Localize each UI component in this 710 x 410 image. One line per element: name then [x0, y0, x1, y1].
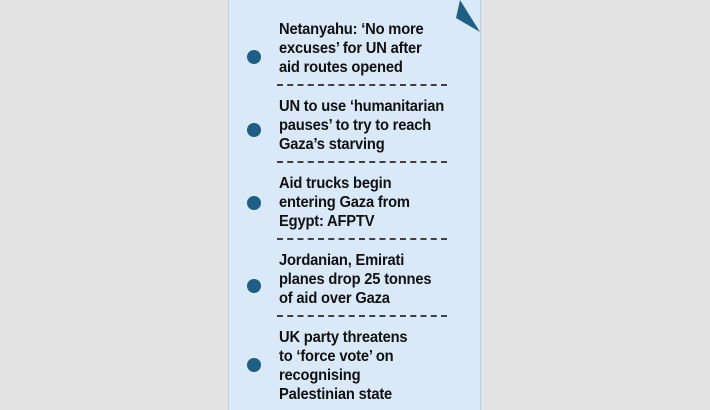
- dashed-divider: [277, 315, 447, 317]
- bullet-icon: [247, 358, 261, 372]
- headline-text: Jordanian, Emirati planes drop 25 tonnes of aid over Gaza: [279, 252, 432, 307]
- headline-item[interactable]: [229, 328, 480, 404]
- bullet-icon: [247, 123, 261, 137]
- headline-text: UN to use ‘humanitarian pauses’ to try to reach Gaza’s starving: [279, 98, 445, 153]
- headline-text: Netanyahu: ‘No more excuses’ for UN after aid routes opened: [279, 21, 424, 76]
- headline-item[interactable]: [229, 251, 480, 308]
- dashed-divider: [277, 161, 447, 163]
- headline-item[interactable]: [229, 174, 480, 231]
- bullet-icon: [247, 279, 261, 293]
- bullet-icon: [247, 196, 261, 210]
- headline-text: UK party threatens to ‘force vote’ on recognising Palestinian state: [279, 329, 408, 403]
- headline-item[interactable]: [229, 97, 480, 154]
- headline-text: Aid trucks begin entering Gaza from Egypt: AFPTV: [279, 175, 410, 230]
- dashed-divider: [277, 84, 447, 86]
- headlines-panel: [228, 0, 481, 410]
- headline-item[interactable]: [229, 20, 480, 77]
- bullet-icon: [247, 50, 261, 64]
- headline-list: [229, 20, 480, 404]
- dashed-divider: [277, 238, 447, 240]
